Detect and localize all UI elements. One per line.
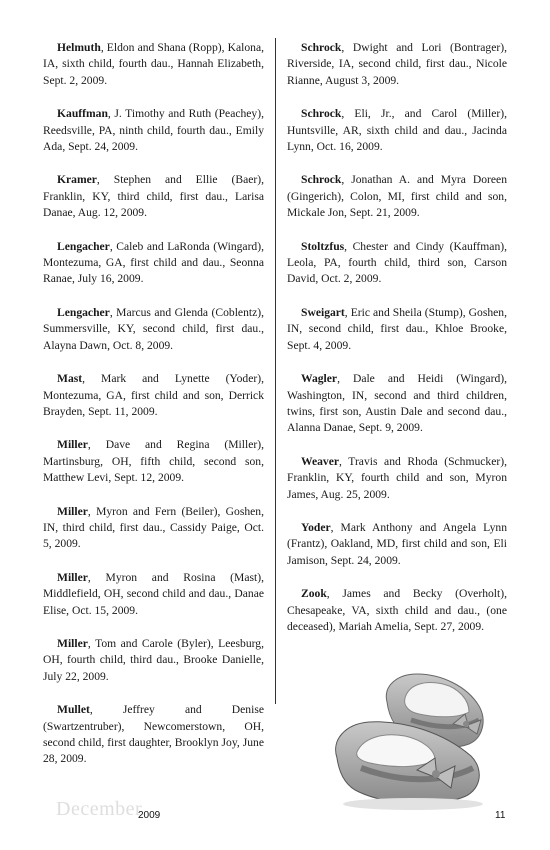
entry-surname: Yoder [301,520,331,534]
entry-surname: Sweigart [301,305,345,319]
entry-surname: Mullet [57,703,90,717]
birth-entry [43,172,264,221]
birth-entry [43,570,264,619]
entry-text: , Dave and Regina (Miller), Martinsburg, OH, fifth child, second son, Matthew Levi, Sept. 12, 2009. [43,438,264,485]
entry-surname: Stoltzfus [301,239,345,253]
entry-text: , Eric and Sheila (Stump), Goshen, IN, second child, first dau., Khloe Brooke, Sept. 4, 2009. [287,305,507,352]
entry-surname: Kauffman [57,107,108,121]
entry-text: , Caleb and LaRonda (Wingard), Montezuma, GA, first child and dau., Seonna Ranae, July 16, 2009. [43,239,264,286]
entry-text: , Tom and Carole (Byler), Leesburg, OH, fourth child, third dau., Brooke Danielle, July 22, 2009. [43,636,264,683]
birth-entry [287,40,507,89]
entry-text: , Chester and Cindy (Kauffman), Leola, PA, fourth child, third son, Carson David, Oct. 2, 2009. [287,239,507,286]
birth-entry [43,437,264,486]
birth-entry [43,239,264,288]
birth-entry [43,106,264,155]
right-column [287,40,507,652]
birth-entry [287,106,507,155]
birth-entry [287,239,507,288]
birth-entry [43,40,264,89]
birth-entry [287,172,507,221]
entry-surname: Lengacher [57,305,110,319]
entry-surname: Schrock [301,173,342,187]
entry-surname: Miller [57,570,88,584]
column-divider [275,38,276,704]
entry-surname: Wagler [301,372,338,386]
entry-surname: Miller [57,504,88,518]
entry-text: , Eli, Jr., and Carol (Miller), Huntsville, AR, sixth child and dau., Jacinda Lynn, Oct. 16, 2009. [287,107,507,154]
birth-entry [43,371,264,420]
birth-entry [43,636,264,685]
birth-entry [287,520,507,569]
entry-surname: Schrock [301,107,342,121]
entry-surname: Zook [301,587,327,601]
entry-text: , Jonathan A. and Myra Doreen (Gingerich), Colon, MI, first child and son, Mickale Jon, Sept. 21, 2009. [287,173,507,220]
entry-text: , Jeffrey and Denise (Swartzentruber), Newcomerstown, OH, second child, first daughter, Brooklyn Joy, June 28, 2009. [43,703,264,766]
page-number: 11 [495,810,506,821]
baby-shoes-icon [313,668,513,818]
entry-text: , J. Timothy and Ruth (Peachey), Reedsville, PA, ninth child, fourth dau., Emily Ada, Sept. 24, 2009. [43,107,264,154]
entry-surname: Miller [57,438,88,452]
birth-entry [287,586,507,635]
entry-surname: Miller [57,636,88,650]
birth-entry [287,371,507,437]
entry-surname: Kramer [57,173,97,187]
footer-month: December [56,798,143,820]
birth-entry [287,454,507,503]
entry-surname: Weaver [301,454,339,468]
birth-entry [43,702,264,768]
entry-text: , Mark and Lynette (Yoder), Montezuma, GA, first child and son, Derrick Brayden, Sept. 11, 2009. [43,372,264,418]
entry-surname: Schrock [301,41,342,54]
entry-text: , Myron and Fern (Beiler), Goshen, IN, third child, first dau., Cassidy Paige, Oct. 5, 2009. [43,504,264,551]
entry-surname: Lengacher [57,239,110,253]
entry-text: , Eldon and Shana (Ropp), Kalona, IA, sixth child, fourth dau., Hannah Elizabeth, Sept. 2, 2009. [43,41,264,87]
birth-entry [43,504,264,553]
entry-text: , Mark Anthony and Angela Lynn (Frantz), Oakland, MD, first child and son, Eli Jamison, Sept. 24, 2009. [287,520,507,567]
entry-text: , James and Becky (Overholt), Chesapeake, VA, sixth child and dau., (one deceased), Mariah Amelia, Sept. 27, 2009. [287,587,507,633]
birth-entry [43,305,264,354]
entry-text: , Travis and Rhoda (Schmucker), Franklin, KY, fourth child and son, Myron James, Aug. 25, 2009. [287,454,507,501]
footer-year: 2009 [138,810,161,821]
entry-surname: Mast [57,372,83,386]
left-column [43,40,264,785]
entry-text: , Dale and Heidi (Wingard), Washington, IN, second and third children, twins, first son, Austin Dale and second dau., Alanna Danae, Sept. 9, 2009. [287,372,507,435]
birth-entry [287,305,507,354]
entry-text: , Myron and Rosina (Mast), Middlefield, OH, second child and dau., Danae Elise, Oct. 15, 2009. [43,570,264,617]
entry-text: , Dwight and Lori (Bontrager), Riverside, IA, second child, first dau., Nicole Rianne, August 3, 2009. [287,41,507,87]
entry-surname: Helmuth [57,41,101,54]
entry-text: , Marcus and Glenda (Coblentz), Summersville, KY, second child, first dau., Alayna Dawn, Oct. 8, 2009. [43,305,264,352]
entry-text: , Stephen and Ellie (Baer), Franklin, KY, third child, first dau., Larisa Danae, Aug. 12, 2009. [43,173,264,220]
